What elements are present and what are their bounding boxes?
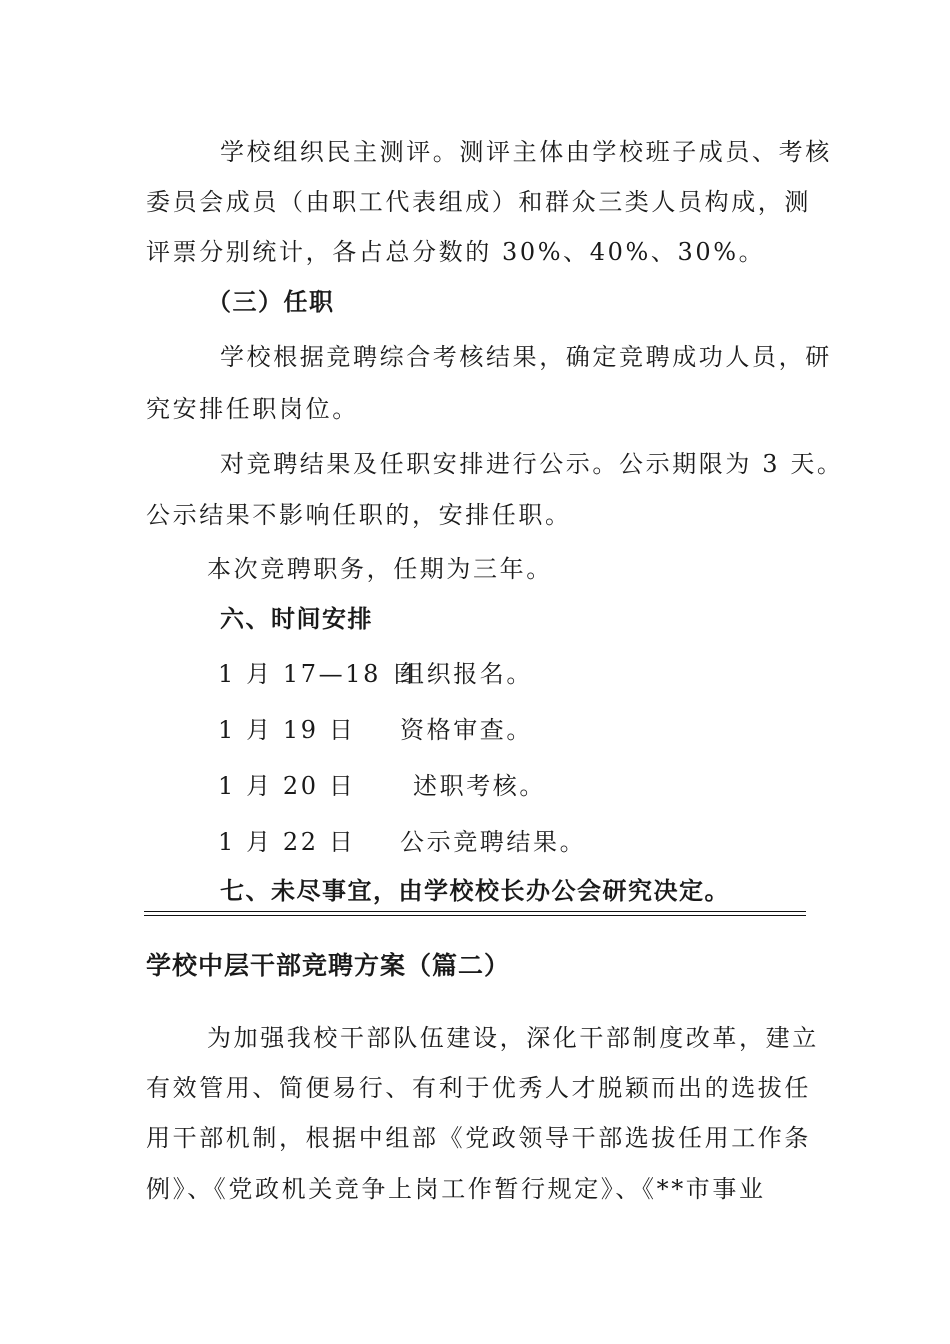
paragraph-line: 用干部机制，根据中组部《党政领导干部选拔任用工作条 [146, 1124, 811, 1152]
heading-schedule: 六、时间安排 [220, 605, 373, 633]
paragraph-line: 对竞聘结果及任职安排进行公示。公示期限为 3 天。 [220, 450, 844, 478]
paragraph-line: 例》、《党政机关竞争上岗工作暂行规定》、《**市事业 [146, 1175, 766, 1203]
schedule-task: 组织报名。 [400, 660, 533, 688]
paragraph-line: 委员会成员（由职工代表组成）和群众三类人员构成，测 [146, 188, 811, 216]
separator-rule [144, 911, 806, 912]
paragraph-line: 为加强我校干部队伍建设，深化干部制度改革，建立 [207, 1024, 819, 1052]
paragraph-line: 评票分别统计，各占总分数的 30%、40%、30%。 [146, 238, 766, 266]
heading-remaining-matters: 七、未尽事宜，由学校校长办公会研究决定。 [220, 877, 730, 905]
paragraph-line: 公示结果不影响任职的，安排任职。 [146, 501, 572, 529]
schedule-date: 1 月 22 日 [218, 828, 356, 856]
subheading-appointment: （三）任职 [207, 288, 335, 316]
schedule-date: 1 月 20 日 [218, 772, 356, 800]
paragraph-line: 学校组织民主测评。测评主体由学校班子成员、考核 [220, 138, 832, 166]
schedule-date: 1 月 19 日 [218, 716, 356, 744]
document-title: 学校中层干部竞聘方案（篇二） [146, 951, 511, 980]
schedule-task: 公示竞聘结果。 [400, 828, 587, 856]
paragraph-line: 究安排任职岗位。 [146, 395, 359, 423]
schedule-task: 述职考核。 [413, 772, 546, 800]
schedule-task: 资格审查。 [400, 716, 533, 744]
schedule-date: 1 月 17—18 日 [218, 660, 418, 688]
paragraph-line: 有效管用、简便易行、有利于优秀人才脱颖而出的选拔任 [146, 1074, 811, 1102]
separator-rule [144, 915, 806, 916]
paragraph-line: 学校根据竞聘综合考核结果，确定竞聘成功人员，研 [220, 343, 832, 371]
paragraph-line: 本次竞聘职务，任期为三年。 [207, 555, 553, 583]
